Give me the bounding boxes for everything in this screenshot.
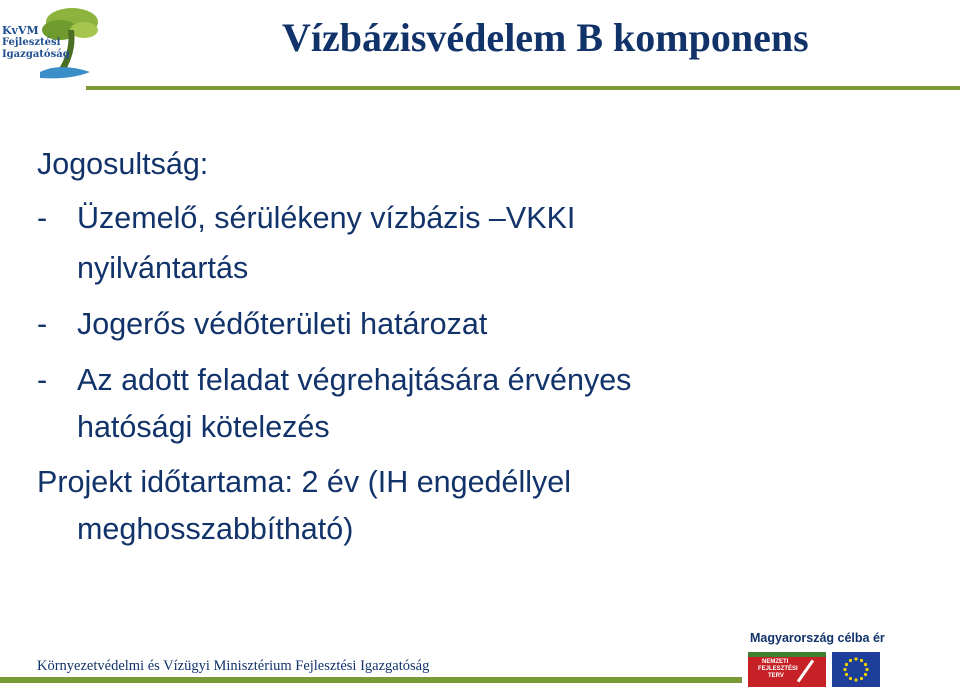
logo-line-1: KvVM: [2, 24, 39, 37]
header-divider: [86, 86, 960, 90]
bullet-dash-1: -: [37, 201, 48, 235]
ndp-line-3: TERV: [768, 673, 784, 679]
bullet-1-line-1: Üzemelő, sérülékeny vízbázis –VKKI: [77, 201, 576, 235]
kvvm-logo: [0, 0, 110, 86]
bullet-dash-2: -: [37, 307, 48, 341]
slide-title: Vízbázisvédelem B komponens: [282, 15, 809, 60]
bullet-3-line-1: Az adott feladat végrehajtására érvényes: [77, 363, 632, 397]
ndp-line-2: FEJLESZTÉSI: [758, 666, 798, 672]
bullet-1-line-2: nyilvántartás: [77, 251, 249, 285]
eligibility-heading: Jogosultság:: [37, 147, 209, 181]
footer-slogan: Magyarország célba ér: [750, 631, 885, 645]
project-duration-line-1: Projekt időtartama: 2 év (IH engedéllyel: [37, 465, 572, 499]
footer-ministry: Környezetvédelmi és Vízügyi Minisztérium Fejlesztési Igazgatóság: [37, 658, 430, 674]
bullet-dash-3: -: [37, 363, 48, 397]
ndp-green-stripe: [748, 652, 826, 657]
logo-line-3: Igazgatóság: [2, 49, 70, 60]
footer-divider: [0, 677, 742, 683]
ndp-logo: [748, 652, 826, 687]
bullet-3-line-2: hatósági kötelezés: [77, 410, 330, 444]
project-duration-line-2: meghosszabbítható): [77, 512, 354, 546]
ndp-line-1: NEMZETI: [762, 659, 789, 665]
logo-line-2: Fejlesztési: [2, 37, 61, 48]
bullet-2-line-1: Jogerős védőterületi határozat: [77, 307, 488, 341]
eu-flag-icon: [832, 652, 880, 687]
ndp-arrow-icon: [797, 659, 814, 682]
